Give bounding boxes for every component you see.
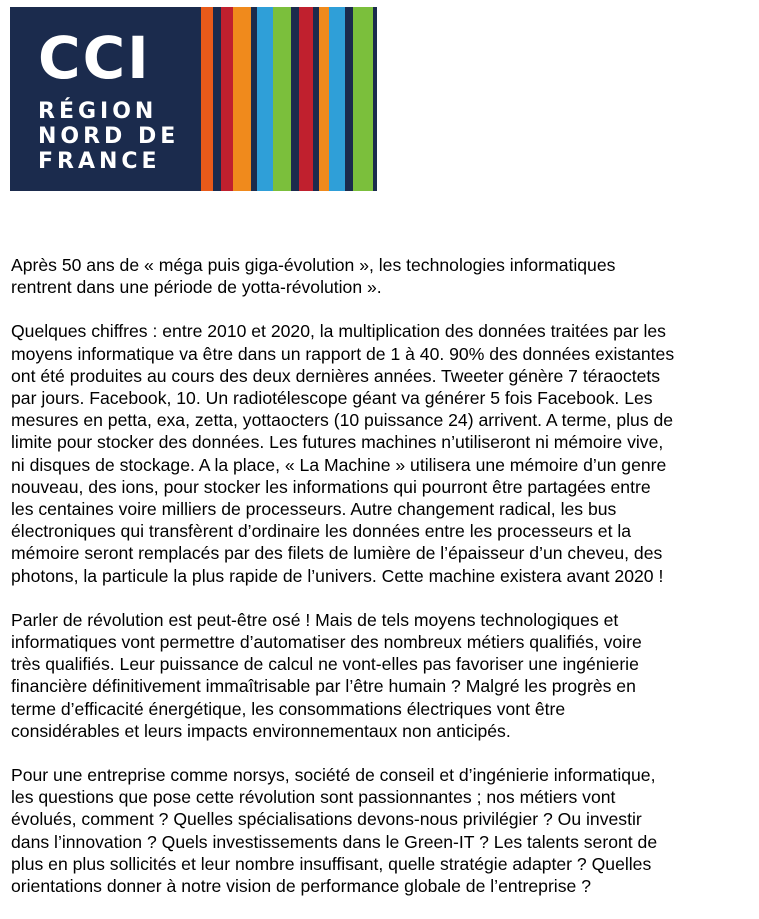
text-line: dans l’innovation ? Quels investissements dans le Green-IT ? Les talents seront de xyxy=(11,831,658,852)
text-line: ont été produites au cours des deux dernières années. Tweeter génère 7 téraoctets xyxy=(11,365,661,386)
article-body xyxy=(11,254,751,919)
text-line: rentrent dans une période de yotta-révolution ». xyxy=(11,277,382,298)
text-line: orientations donner à notre vision de performance globale de l’entreprise ? xyxy=(11,876,591,897)
logo-stripe xyxy=(273,7,291,191)
text-line: limite pour stocker des données. Les futures machines n’utiliseront ni mémoire vive, xyxy=(11,432,664,453)
text-line: très qualifiés. Leur puissance de calcul ne vont-elles pas favoriser une ingénierie xyxy=(11,654,639,675)
logo-stripe xyxy=(201,7,213,191)
text-line: moyens informatique va être dans un rapport de 1 à 40. 90% des données existantes xyxy=(11,343,675,364)
logo-stripe xyxy=(329,7,345,191)
text-line: plus en plus sollicités et leur nombre insuffisant, quelle stratégie adapter ? Quelles xyxy=(11,853,652,874)
text-line: Après 50 ans de « méga puis giga-évolution », les technologies informatiques xyxy=(11,255,616,275)
paragraph xyxy=(11,254,751,298)
text-line: les centaines voire milliers de processeurs. Autre changement radical, les bus xyxy=(11,499,617,520)
text-line: par jours. Facebook, 10. Un radiotélescope géant va générer 5 fois Facebook. Les xyxy=(11,388,653,409)
paragraph xyxy=(11,320,751,586)
logo-stripe xyxy=(221,7,233,191)
text-line: considérables et leurs impacts environnementaux non anticipés. xyxy=(11,720,511,741)
logo-nord-de-text: NORD DE xyxy=(38,124,180,149)
paragraph xyxy=(11,609,751,742)
text-line: nouveau, des ions, pour stocker les informations qui pourront être partagées entre xyxy=(11,476,651,497)
logo-stripe xyxy=(353,7,373,191)
logo-stripe xyxy=(257,7,273,191)
cci-logo xyxy=(10,7,377,191)
logo-stripe xyxy=(373,7,377,191)
logo-stripe xyxy=(319,7,329,191)
logo-stripe xyxy=(190,7,201,191)
text-line: mémoire seront remplacés par des filets de lumière de l’épaisseur d’un cheveu, des xyxy=(11,543,663,564)
logo-stripe xyxy=(291,7,299,191)
logo-stripe xyxy=(299,7,313,191)
text-line: financière définitivement immaîtrisable par l’être humain ? Malgré les progrès en xyxy=(11,676,636,697)
paragraph xyxy=(11,764,751,897)
logo-stripe xyxy=(233,7,251,191)
text-line: mesures en petta, exa, zetta, yottaocters (10 puissance 24) arrivent. A terme, plus de xyxy=(11,410,674,431)
text-line: évolués, comment ? Quelles spécialisations devons-nous privilégier ? Ou investir xyxy=(11,809,642,830)
text-line: Quelques chiffres : entre 2010 et 2020, la multiplication des données traitées par les xyxy=(11,321,666,342)
logo-region-text: RÉGION xyxy=(38,99,158,124)
logo-stripe xyxy=(213,7,221,191)
text-line: ni disques de stockage. A la place, « La Machine » utilisera une mémoire d’un genre xyxy=(11,454,667,475)
logo-cci-text: CCI xyxy=(38,24,151,92)
text-line: photons, la particule la plus rapide de l’univers. Cette machine existera avant 2020 ! xyxy=(11,565,664,586)
logo-france-text: FRANCE xyxy=(38,149,161,174)
logo-stripes xyxy=(190,7,377,191)
text-line: informatiques vont permettre d’automatiser des nombreux métiers qualifiés, voire xyxy=(11,632,642,653)
logo-stripe xyxy=(345,7,353,191)
text-line: les questions que pose cette révolution sont passionnantes ; nos métiers vont xyxy=(11,787,616,808)
text-line: électroniques qui transfèrent d’ordinaire les données entre les processeurs et la xyxy=(11,521,632,542)
text-line: Pour une entreprise comme norsys, société de conseil et d’ingénierie informatique, xyxy=(11,765,656,786)
text-line: terme d’efficacité énergétique, les consommations électriques vont être xyxy=(11,698,566,719)
text-line: Parler de révolution est peut-être osé ! Mais de tels moyens technologiques et xyxy=(11,609,619,630)
